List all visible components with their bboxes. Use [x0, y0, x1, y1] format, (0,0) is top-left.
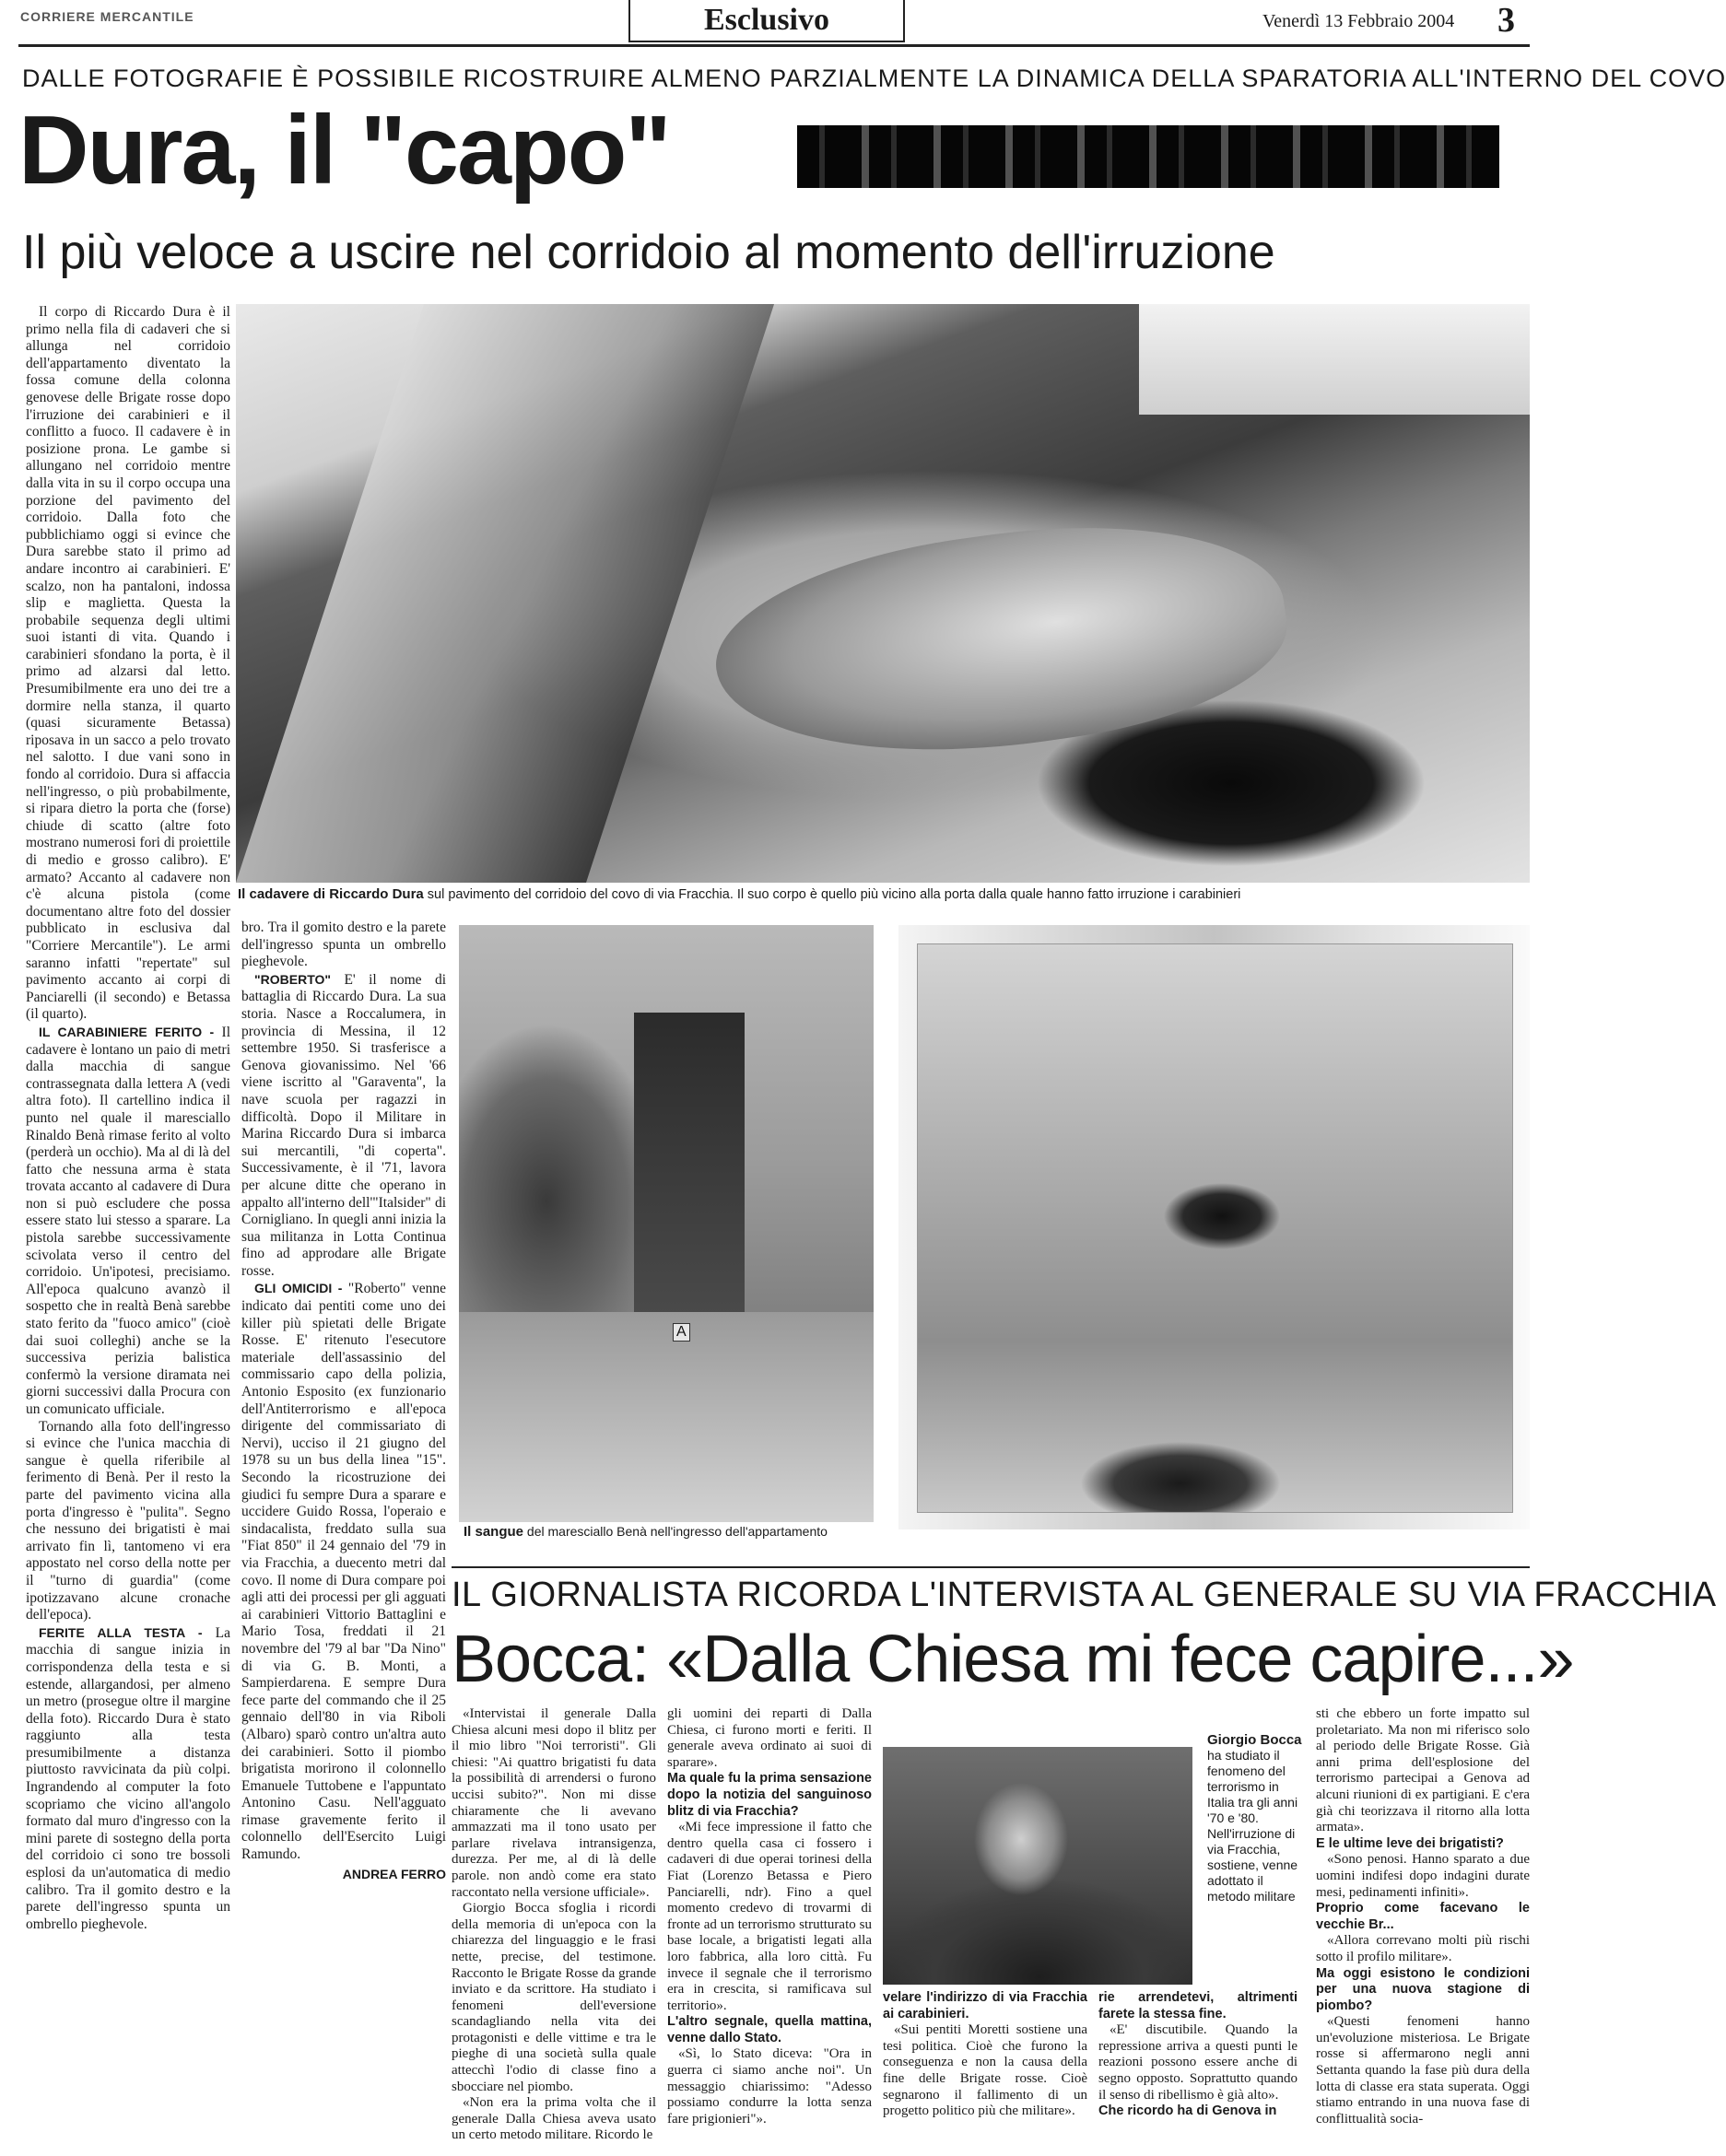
photo-figure-shape [703, 496, 1298, 785]
article-column-2 [241, 920, 446, 1882]
paragraph: gli uomini dei reparti di Dalla Chiesa, ci furono morti e feriti. Il generale aveva ordinato ai suoi di sparare». [667, 1706, 872, 1770]
author-signature: ANDREA FERRO [342, 1866, 446, 1881]
paragraph: «Sui pentiti Moretti sostiene una tesi politica. Cioè che furono la conseguenza e non la causa della fine delle Brigate rosse. Cioè segnarono il fallimento di un progetto politico più che militare». [883, 2022, 1087, 2119]
interview-kicker: IL GIORNALISTA RICORDA L'INTERVISTA AL GENERALE SU VIA FRACCHIA [452, 1576, 1717, 1614]
section-label: Esclusivo [628, 0, 905, 42]
corridor-photo-print [917, 943, 1513, 1513]
issue-date: Venerdì 13 Febbraio 2004 [1262, 11, 1455, 31]
paragraph: «Sono penosi. Hanno sparato a due uomini indifesi dopo indagini durate mesi, pedinamenti infiniti». [1316, 1852, 1530, 1900]
caption-text: del maresciallo Benà nell'ingresso dell'appartamento [526, 1524, 828, 1539]
paragraph: Giorgio Bocca sfoglia i ricordi della memoria di un'epoca con la chiarezza del linguaggio e le frasi nette, precise, del testimone. Racconto le Brigate Rosse da grande inviato e da scrittore. Ha studiato i fenomeni dell'eversione scandagliando nella vita dei protagonisti e delle vittime e tra le pieghe di una società sulla quale attecchì l'odio di classe fino a sbocciare nel piombo. [452, 1901, 656, 2094]
article-headline: Dura, il "capo" [18, 96, 670, 205]
page-number: 3 [1497, 1, 1515, 40]
subheading: FERITE ALLA TESTA - [39, 1624, 203, 1640]
interview-column-3 [883, 1990, 1087, 2120]
masthead: CORRIERE MERCANTILE [20, 9, 194, 24]
paragraph: Tornando alla foto dell'ingresso si evince che l'unica macchia di sangue è quella riferibile al ferimento di Benà. Per il resto la parte del pavimento vicina alla porta d'ingresso è "pulita". Segno che nessuno dei brigatisti è mai arrivato fin lì, tantomeno vi era appostato nel corso della notte per il "turno di guardia" (come ipotizzavano alcune cronache dell'epoca). [26, 1418, 230, 1623]
entrance-photo-caption [464, 1524, 828, 1540]
question: E le ultime leve dei brigatisti? [1316, 1835, 1504, 1851]
photo-door-shape [236, 304, 774, 883]
question: rie arrendetevi, altrimenti farete la stessa fine. [1098, 1990, 1297, 2021]
photo-floor-shape [459, 1312, 874, 1522]
main-photo-caption [238, 886, 1528, 902]
article-column-1 [26, 304, 230, 1933]
photo-shelf-shape [1139, 304, 1530, 415]
paragraph: «E' discutibile. Quando la repressione arriva a questi punti le reazioni possono essere anche di segno opposto. Soprattutto quando il senso di ribellismo è già alto». [1098, 2022, 1297, 2103]
entrance-photo [459, 925, 874, 1522]
photo-doorway-shape [634, 1013, 745, 1317]
question: velare l'indirizzo di via Fracchia ai carabinieri. [883, 1990, 1087, 2021]
paragraph: «Non era la prima volta che il generale Dalla Chiesa aveva usato un certo metodo militare. Ricordo le [452, 2095, 656, 2143]
evidence-marker: A [673, 1323, 690, 1342]
question: L'altro segnale, quella mattina, venne dallo Stato. [667, 2014, 872, 2045]
caption-lead: Il cadavere di Riccardo Dura [238, 886, 424, 902]
article-kicker: DALLE FOTOGRAFIE È POSSIBILE RICOSTRUIRE ALMENO PARZIALMENTE LA DINAMICA DELLA SPARATORIA ALL'INTERNO DEL COVO [22, 64, 1726, 92]
paragraph: Il cadavere è lontano un paio di metri dalla macchia di sangue contrassegnata dalla lettera A (vedi altra foto). Il cartellino indica il punto nel quale il maresciallo Rinaldo Benà rimase ferito al volto (perderà un occhio). Ma al di là del fatto che nessuna arma è stata trovata accanto al cadavere di Dura non si può escludere che possa essere stato lui stesso a sparare. La pistola sarebbe successivamente scivolata verso il centro del corridoio. Un'ipotesi, precisiamo. All'epoca qualcuno avanzò il sospetto che in realtà Benà sarebbe stato ferito da "fuoco amico" (cioè dai suoi colleghi) anche se la successiva perizia balistica confermò la versione diramata nei giorni successivi dalla Procura con un comunicato ufficiale. [26, 1024, 231, 1417]
interview-column-4 [1098, 1990, 1297, 2120]
bio-name: Giorgio Bocca [1207, 1732, 1302, 1748]
paragraph: «Mi fece impressione il fatto che dentro quella casa ci fossero i cadaveri di due operai torinesi della Fiat (Lorenzo Betassa e Piero Panciarelli, ndr). Fino a quel momento credevo di trovarmi di fronte ad un terrorismo strutturato su base locale, a brigatisti legati alla loro fabbrica, alla loro città. Fu invece il segnale che il terrorismo era in crescita, si ramificava sul territorio». [667, 1820, 872, 2013]
paragraph: sti che ebbero un forte impatto sul proletariato. Ma non mi riferisco solo al periodo delle Brigate Rosse. Già anni prima dell'esplosione del terrorismo partecipai a Genova ad alcuni riunioni di ex partigiani. E c'era già chi teorizzava il ritorno alla lotta armata». [1316, 1706, 1530, 1835]
question: Proprio come facevano le vecchie Br... [1316, 1901, 1530, 1932]
paragraph: «Allora correvano molti più rischi sotto il profilo militare». [1316, 1933, 1530, 1964]
paragraph: «Sì, lo Stato diceva: "Ora in guerra ci siamo anche noi". Un messaggio chiarissimo: "Adesso possiamo condurre la lotta senza fare prigionieri"». [667, 2046, 872, 2127]
subheading: GLI OMICIDI - [254, 1281, 343, 1296]
paragraph: E' il nome di battaglia di Riccardo Dura. La sua storia. Nasce a Roccalumera, in provincia di Messina, il 12 settembre 1950. Si trasferisce a Genova giovanissimo. Nel '66 viene iscritto al "Garaventa", la nave scuola per ragazzi in difficoltà. Dopo il Militare in Marina Riccardo Dura si imbarca sui mercantili, "di coperta". Successivamente, è il '71, lavora per alcune ditte che operano in appalto all'interno dell'"Italsider" di Cornigliano. In quegli anni inizia la sua militanza in Lotta Continua fino ad approdare alle Brigate rosse. [241, 971, 446, 1279]
paragraph: «Intervistai il generale Dalla Chiesa alcuni mesi dopo il blitz per il mio libro "Noi terroristi". Gli chiesi: "Ai quattro brigatisti fu data la possibilità di arrendersi o furono uccisi subito?". Non mi disse chiaramente che li avevano ammazzati ma il tono usato per parlare rivelava intransigenza, durezza. Per me, al di là delle parole. non andò come era stato raccontato nella versione ufficiale». [452, 1706, 656, 1900]
main-photo [236, 304, 1530, 883]
paragraph: "Roberto" venne indicato dai pentiti come uno dei killer più spietati delle Brigate Rosse. E' ritenuto l'esecutore materiale dell'assassinio del commissario capo della polizia, Antonio Esposito (ex funzionario dell'Antiterrorismo e all'epoca dirigente del commissariato di Nervi), ucciso il 21 giugno del 1978 su un bus della linea "15". Secondo la ricostruzione dei giudici fu sempre Dura a sparare e uccidere Guido Rossa, l'operaio e sindacalista, freddato sulla sua "Fiat 850" il 24 gennaio del '79 in via Fracchia, a duecento metri dal covo. Il nome di Dura compare poi agli atti dei processi per gli agguati ai carabinieri Vittorio Battaglini e Mario Tosa, freddati il 21 novembre del '79 al bar "Da Nino" di via G. B. Monti, a Sampierdarena. E sempre Dura fece parte del commando che il 25 gennaio dell'80 in via Riboli (Albaro) sparò contro un'altra auto dei carabinieri. Sotto il piombo brigatista morirono il colonnello Emanuele Tuttobene e l'appuntato Antonino Casu. Nell'agguato rimase gravemente ferito il colonnello dell'Esercito Luigi Ramundo. [241, 1281, 447, 1863]
paragraph: bro. Tra il gomito destro e la parete dell'ingresso spunta un ombrello pieghevole. [241, 920, 446, 970]
caption-text: sul pavimento del corridoio del covo di via Fracchia. Il suo corpo è quello più vicino alla porta dalla quale hanno fatto irruzione i carabinieri [427, 887, 1241, 902]
question: Ma quale fu la prima sensazione dopo la notizia del sanguinoso blitz di via Fracchia? [667, 1771, 872, 1819]
bio-text: ha studiato il fenomeno del terrorismo in Italia tra gli anni '70 e '80. Nell'irruzione di via Fracchia, sostiene, venne adottato il metodo militare [1207, 1748, 1298, 1904]
question: Ma oggi esistono le condizioni per una nuova stagione di piombo? [1316, 1965, 1530, 2013]
interview-column-5 [1316, 1706, 1530, 2127]
bio-box [1207, 1732, 1309, 1904]
corridor-photo [898, 925, 1530, 1529]
interview-column-2 [667, 1706, 872, 2127]
subheading: IL CARABINIERE FERITO - [39, 1024, 215, 1039]
paragraph: «Questi fenomeni hanno un'evoluzione misteriosa. Le Brigate rosse si affermarono negli anni Settanta quando la fase più dura della lotta di classe era stata superata. Oggi stiamo entrando in una nuova fase di conflittualità socia- [1316, 2014, 1530, 2127]
bocca-portrait [883, 1747, 1192, 1985]
redacted-headline-text [797, 125, 1499, 188]
paragraph: La macchia di sangue inizia in corrispondenza della testa e si estende, allargandosi, per almeno un metro (prosegue oltre il margine della foto). Riccardo Dura è stato raggiunto alla testa presumibilmente a distanza piuttosto ravvicinata da più colpi. Ingrandendo al computer la foto scopriamo che vicino all'angolo formato dal muro d'ingresso con la mini parete di sostegno della porta del corridoio ci sono tre bossoli esplosi da un'automatica di medio calibro. Tra il gomito destro e la parete dell'ingresso spunta un ombrello pieghevole. [26, 1624, 230, 1932]
interview-column-1 [452, 1706, 656, 2144]
interview-rule [452, 1566, 1530, 1568]
caption-lead: Il sangue [464, 1524, 524, 1540]
article-subheadline: Il più veloce a uscire nel corridoio al momento dell'irruzione [22, 226, 1275, 279]
question: Che ricordo ha di Genova in [1098, 2103, 1277, 2119]
interview-headline: Bocca: «Dalla Chiesa mi fece capire...» [452, 1623, 1574, 1696]
header-rule [18, 44, 1530, 47]
subheading: "ROBERTO" [254, 971, 332, 987]
paragraph: Il corpo di Riccardo Dura è il primo nella fila di cadaveri che si allunga nel corridoio dell'appartamento diventato la fossa comune della colonna genovese delle Brigate rosse dopo l'irruzione dei carabinieri e il conflitto a fuoco. Il cadavere è in posizione prona. Le gambe si allungano nel corridoio mentre dalla vita in su il corpo occupa una porzione del pavimento del corridoio. Dalla foto che pubblichiamo oggi si evince che Dura sarebbe stato il primo ad andare incontro ai carabinieri. E' scalzo, non ha pantaloni, indossa slip e maglietta. Questa la probabile sequenza degli ultimi suoi istanti di vita. Quando i carabinieri sfondano la porta, è il primo ad alzarsi dal letto. Presumibilmente era uno dei tre a dormire nella stanza, il quarto (quasi sicuramente Betassa) riposava in un sacco a pelo trovato nel salotto. I due vani sono in fondo al corridoio. Dura si affaccia nell'ingresso, o più probabilmente, si ripara dietro la porta che (forse) chiude di scatto (altre foto mostrano numerosi fori di proiettile di medio e grosso calibro). E' armato? Accanto al cadavere non c'è alcuna pistola (come documentano altre foto del dossier pubblicato in esclusiva dal "Corriere Mercantile"). Le armi saranno infatti "repertate" sul pavimento accanto ai corpi di Panciarelli (il secondo) e Betassa (il quarto). [26, 304, 230, 1023]
